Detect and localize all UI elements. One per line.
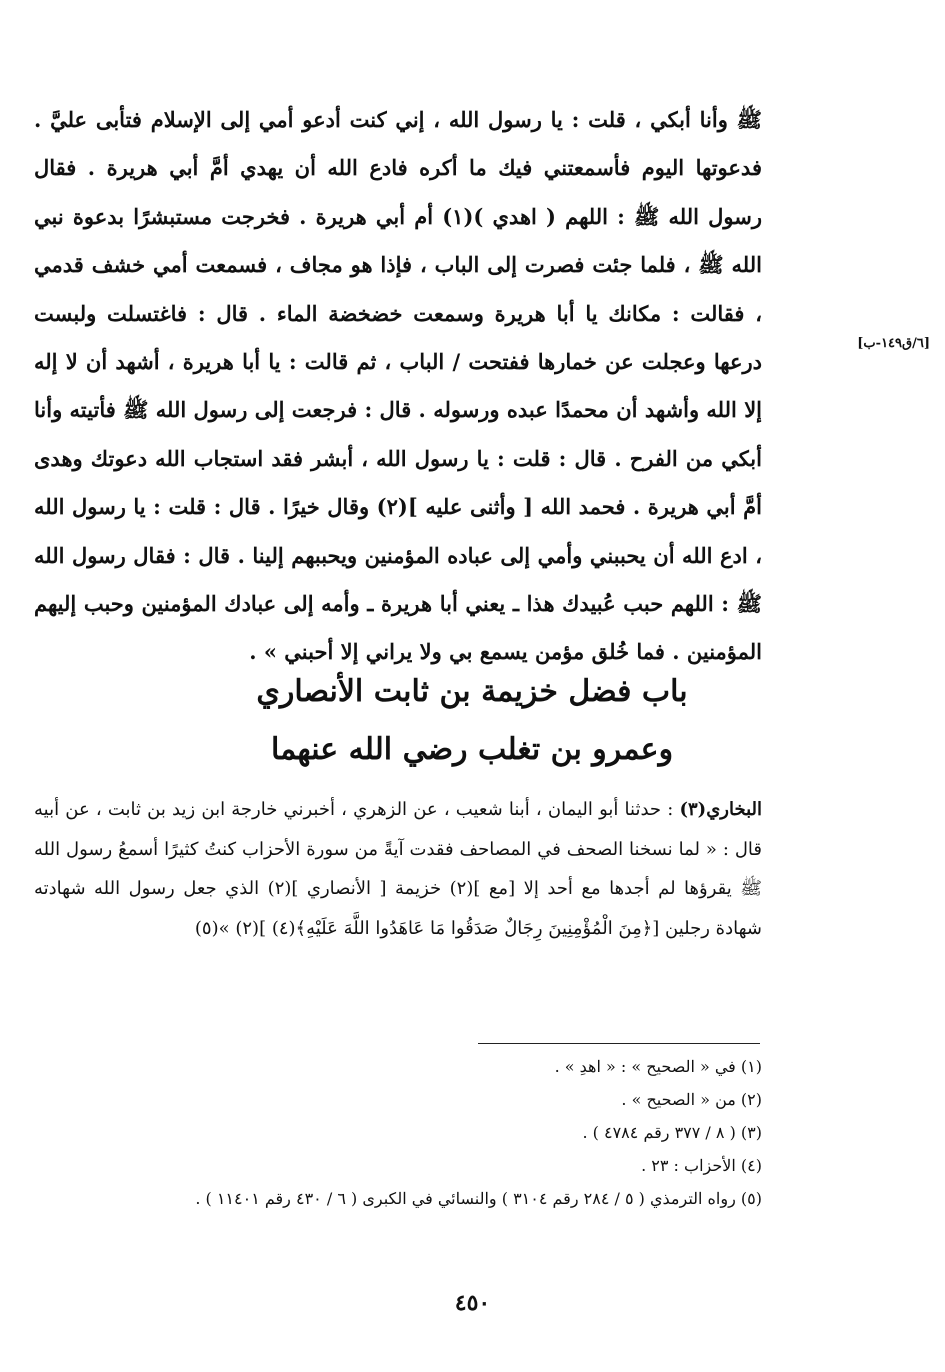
main-text-block	[34, 96, 762, 677]
narration-paragraph	[34, 790, 762, 948]
footnotes	[34, 1050, 762, 1215]
section-heading-line-2: وعمرو بن تغلب رضي الله عنهما	[270, 732, 674, 767]
footnote-3: (٣) ( ٨ / ٣٧٧ رقم ٤٧٨٤ ) .	[582, 1123, 762, 1142]
footnote-2: (٢) من « الصحيح » .	[621, 1090, 762, 1109]
footnote-divider	[478, 1043, 760, 1044]
hadith-narration	[34, 790, 762, 948]
footnote-5: (٥) رواه الترمذي ( ٥ / ٢٨٤ رقم ٣١٠٤ ) والنسائي في الكبرى ( ٦ / ٤٣٠ رقم ١١٤٠١ ) .	[195, 1189, 762, 1208]
section-heading-line-1: باب فضل خزيمة بن ثابت الأنصاري	[256, 674, 688, 709]
footnote-1: (١) في « الصحيح » : « اهدِ » .	[554, 1057, 762, 1076]
page-number: ٤٥٠	[454, 1290, 491, 1316]
footnote-4: (٤) الأحزاب : ٢٣ .	[641, 1156, 762, 1175]
narration-source: البخاري(٣)	[679, 799, 762, 820]
margin-manuscript-reference: [٦/ق١٤٩-ب]	[857, 336, 930, 351]
main-paragraph: ﷺ وأنا أبكي ، قلت : يا رسول الله ، إني كنت أدعو أمي إلى الإسلام فتأبى عليَّ . فدعوتها اليوم فأسمعتني فيك ما أكره فادع الله أن يهدي أمَّ أبي هريرة . فقال رسول الله ﷺ : اللهم ( اهدي )(١) أم أبي هريرة . فخرجت مستبشرًا بدعوة نبي الله ﷺ ، فلما جئت فصرت إلى الباب ، فإذا هو مجاف ، فسمعت أمي خشف قدمي ، فقالت : مكانك يا أبا هريرة وسمعت خضخضة الماء . قال : فاغتسلت ولبست درعها وعجلت عن خمارها ففتحت / الباب ، ثم قالت : يا أبا هريرة ، أشهد أن لا إله إلا الله وأشهد أن محمدًا عبده ورسوله . قال : فرجعت إلى رسول الله ﷺ فأتيته وأنا أبكي من الفرح . قال : قلت : يا رسول الله ، أبشر فقد استجاب الله دعوتك وهدى أمَّ أبي هريرة . فحمد الله [ وأثنى عليه ](٢) وقال خيرًا . قال : قلت : يا رسول الله ، ادع الله أن يحببني وأمي إلى عباده المؤمنين ويحببهم إلينا . قال : فقال رسول الله ﷺ : اللهم حبب عُبيدك هذا ـ يعني أبا هريرة ـ وأمه إلى عبادك المؤمنين وحبب إليهم المؤمنين . فما خُلق مؤمن يسمع بي ولا يراني إلا أحبني » .	[34, 107, 762, 665]
narration-text: : حدثنا أبو اليمان ، أبنا شعيب ، عن الزهري ، أخبرني خارجة ابن زيد بن ثابت ، عن أبيه قال : « لما نسخنا الصحف في المصاحف فقدت آيةً من سورة الأحزاب كنتُ كثيرًا أسمعُ رسول الله ﷺ يقرؤها لم أجدها مع أحد إلا [مع ](٢) خزيمة [ الأنصاري ](٢) الذي جعل رسول الله شهادته شهادة رجلين [﴿مِنَ الْمُؤْمِنِينَ رِجَالٌ صَدَقُوا مَا عَاهَدُوا اللَّهَ عَلَيْهِ﴾(٤) ](٢) »(٥)	[34, 799, 762, 939]
